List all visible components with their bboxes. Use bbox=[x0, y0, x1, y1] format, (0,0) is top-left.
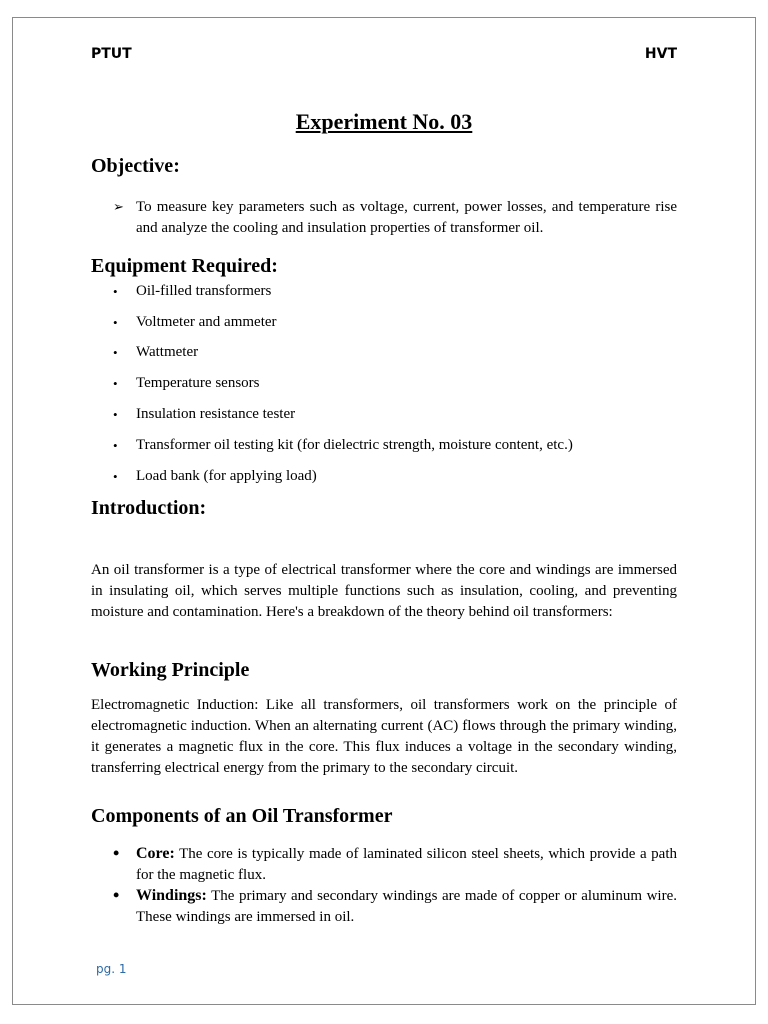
introduction-text: An oil transformer is a type of electrical transformer where the core and windings are immersed in insulating oil, which serves multiple functions such as insulation, cooling, and preventing moisture and contamination. Here's a breakdown of the theory behind oil transformers: bbox=[91, 562, 677, 620]
equipment-item: Insulation resistance tester bbox=[136, 406, 296, 422]
list-item bbox=[113, 885, 677, 928]
component-term: Windings: bbox=[136, 887, 207, 904]
component-description: The primary and secondary windings are made of copper or aluminum wire. These windings are immersed in oil. bbox=[136, 888, 677, 925]
bullet-icon: • bbox=[113, 469, 118, 484]
objective-item bbox=[113, 197, 677, 239]
introduction-heading: Introduction: bbox=[91, 497, 207, 519]
list-item bbox=[113, 342, 677, 363]
page-number: pg. 1 bbox=[96, 962, 127, 976]
working-principle-heading: Working Principle bbox=[91, 659, 250, 681]
arrow-bullet-icon: ➢ bbox=[113, 200, 124, 215]
document-title: Experiment No. 03 bbox=[295, 109, 473, 134]
component-description: The core is typically made of laminated silicon steel sheets, which provide a path for the magnetic flux. bbox=[136, 846, 677, 883]
objective-heading: Objective: bbox=[91, 155, 180, 177]
list-item bbox=[113, 404, 677, 425]
objective-text: To measure key parameters such as voltage, current, power losses, and temperature rise and analyze the cooling and insulation properties of transformer oil. bbox=[136, 199, 677, 236]
components-heading: Components of an Oil Transformer bbox=[91, 805, 393, 827]
list-item bbox=[113, 466, 677, 487]
equipment-item: Oil-filled transformers bbox=[136, 283, 272, 299]
bullet-icon: • bbox=[113, 885, 120, 905]
bullet-icon: • bbox=[113, 315, 118, 330]
bullet-icon: • bbox=[113, 438, 118, 453]
bullet-icon: • bbox=[113, 407, 118, 422]
list-item bbox=[113, 312, 677, 333]
working-principle-text: Electromagnetic Induction: Like all transformers, oil transformers work on the principle of electromagnetic induction. When an alternating current (AC) flows through the primary winding, it generates a magnetic flux in the core. This flux induces a voltage in the secondary winding, transferring electrical energy from the primary to the secondary circuit. bbox=[91, 697, 677, 776]
equipment-item: Transformer oil testing kit (for dielectric strength, moisture content, etc.) bbox=[136, 437, 573, 453]
bullet-icon: • bbox=[113, 345, 118, 360]
equipment-item: Temperature sensors bbox=[136, 375, 260, 391]
bullet-icon: • bbox=[113, 284, 118, 299]
equipment-item: Load bank (for applying load) bbox=[136, 468, 317, 484]
equipment-heading: Equipment Required: bbox=[91, 255, 278, 277]
header-right: HVT bbox=[644, 46, 677, 62]
bullet-icon: • bbox=[113, 376, 118, 391]
equipment-item: Wattmeter bbox=[136, 344, 199, 360]
list-item bbox=[113, 843, 677, 886]
list-item bbox=[113, 435, 677, 456]
bullet-icon: • bbox=[113, 843, 120, 863]
equipment-item: Voltmeter and ammeter bbox=[136, 314, 277, 330]
list-item bbox=[113, 281, 677, 302]
list-item bbox=[113, 373, 677, 394]
header-left: PTUT bbox=[91, 46, 132, 62]
component-term: Core: bbox=[136, 845, 175, 862]
